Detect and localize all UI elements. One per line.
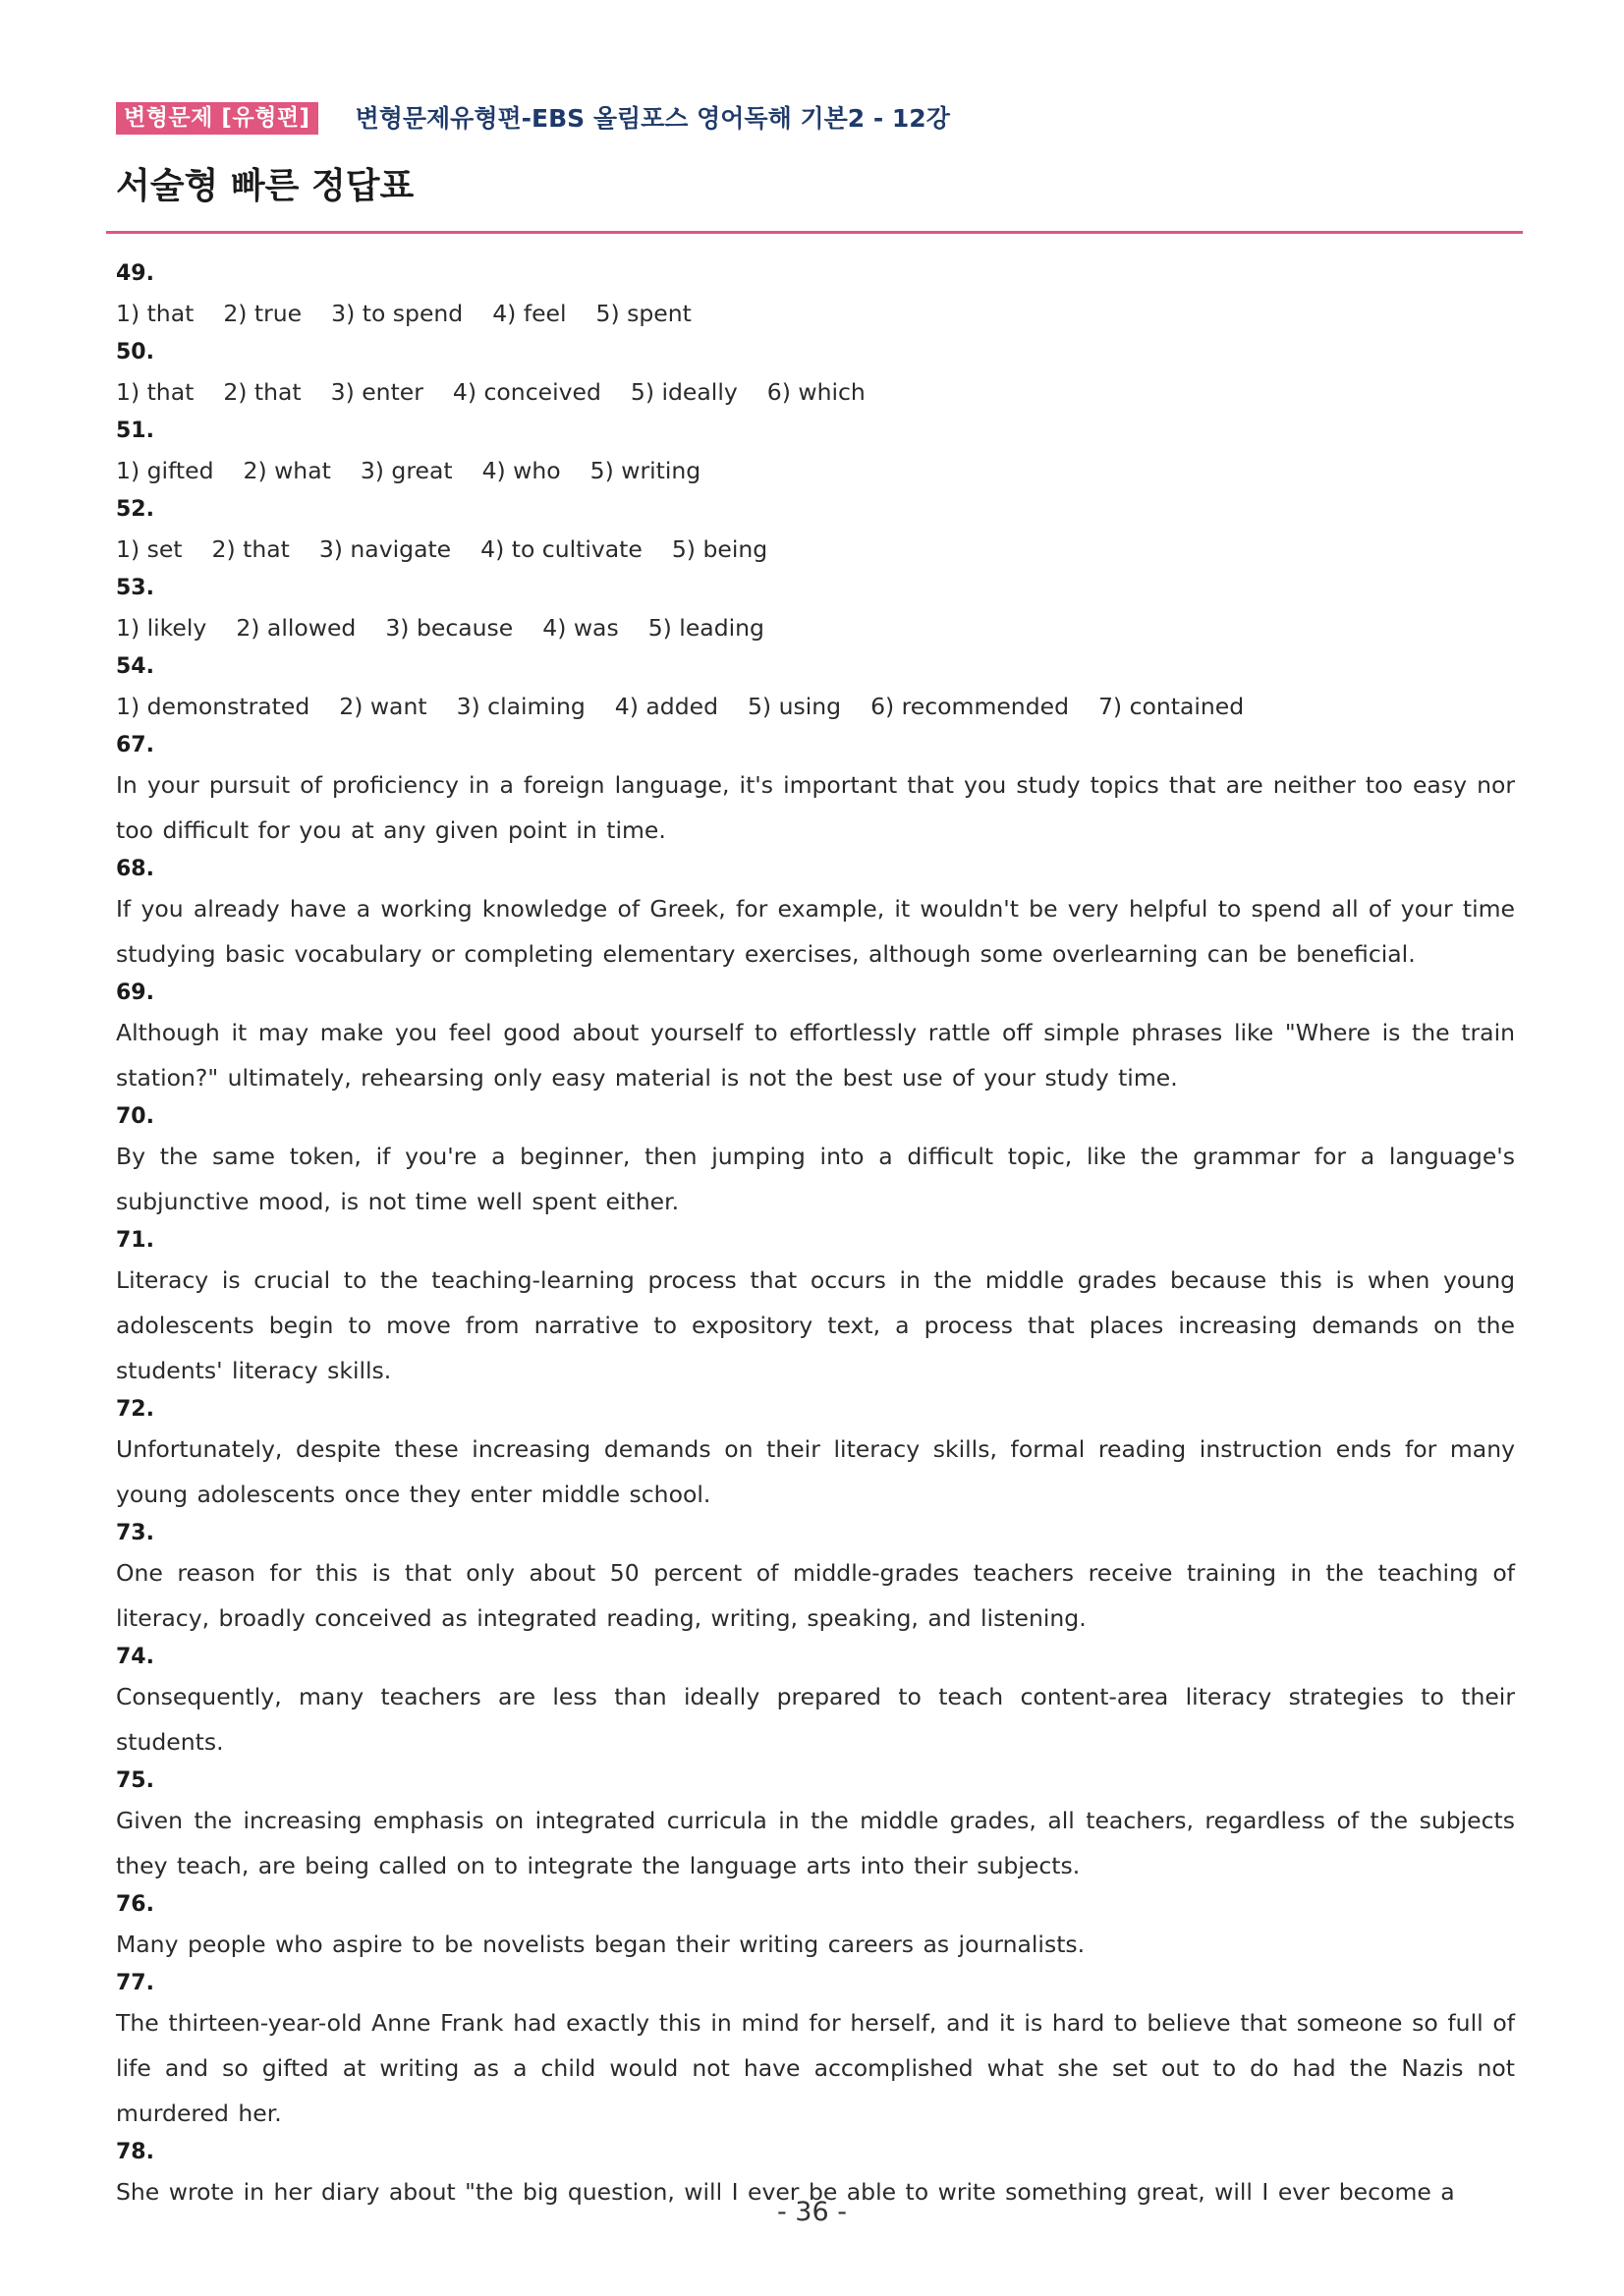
short-answer-list <box>116 257 1515 729</box>
answer-choice: 5) ideally <box>630 378 738 406</box>
sentence-item <box>116 1224 1515 1393</box>
sentence-item <box>116 853 1515 977</box>
question-number: 54. <box>116 654 154 679</box>
answer-choice: 1) demonstrated <box>116 693 310 720</box>
answer-choice: 3) enter <box>330 378 423 406</box>
question-number: 67. <box>116 733 154 757</box>
sentence-item <box>116 1100 1515 1224</box>
category-tag: 변형문제 [유형편] <box>116 102 318 135</box>
answer-choice: 3) navigate <box>318 535 452 563</box>
answer-choice: 3) great <box>360 457 453 484</box>
question-number: 74. <box>116 1645 154 1669</box>
page-header <box>116 102 950 135</box>
question-number: 68. <box>116 857 154 881</box>
answer-choice: 2) that <box>223 378 302 406</box>
answer-item <box>116 415 1515 493</box>
question-number: 73. <box>116 1521 154 1545</box>
answer-choice: 3) because <box>385 614 514 642</box>
answer-choice: 6) which <box>766 378 866 406</box>
title-divider <box>106 231 1523 234</box>
answer-key-content <box>116 257 1515 2214</box>
question-number: 51. <box>116 419 154 443</box>
answer-sentence: One reason for this is that only about 50 percent of middle-grades teachers receive training in the teaching of literacy, broadly conceived as integrated reading, writing, speaking, and listening. <box>116 1559 1515 1632</box>
sentence-item <box>116 1888 1515 1967</box>
answer-choice: 5) being <box>671 535 768 563</box>
answer-row <box>116 605 1515 650</box>
answer-row <box>116 527 1515 572</box>
answer-sentence: In your pursuit of proficiency in a foreign language, it's important that you study topics that are neither too easy nor too difficult for you at any given point in time. <box>116 771 1515 844</box>
answer-sentence: By the same token, if you're a beginner, then jumping into a difficult topic, like the grammar for a language's subjunctive mood, is not time well spent either. <box>116 1143 1515 1215</box>
document-subtitle: 변형문제유형편-EBS 올림포스 영어독해 기본2 - 12강 <box>355 103 950 133</box>
answer-choice: 5) leading <box>647 614 764 642</box>
question-number: 49. <box>116 261 154 286</box>
answer-choice: 4) feel <box>492 300 567 327</box>
answer-choice: 3) claiming <box>456 693 586 720</box>
page-number: - 36 - <box>776 2197 847 2227</box>
sentence-item <box>116 1764 1515 1888</box>
answer-sentence: Unfortunately, despite these increasing demands on their literacy skills, formal reading instruction ends for many young adolescents once they enter middle school. <box>116 1435 1515 1508</box>
question-number: 71. <box>116 1228 154 1253</box>
answer-row <box>116 448 1515 493</box>
answer-choice: 3) to spend <box>331 300 464 327</box>
answer-choice: 7) contained <box>1097 693 1245 720</box>
answer-choice: 1) that <box>116 300 195 327</box>
answer-choice: 2) true <box>223 300 303 327</box>
answer-sentence: Many people who aspire to be novelists began their writing careers as journalists. <box>116 1931 1086 1958</box>
answer-choice: 2) allowed <box>236 614 357 642</box>
answer-choice: 1) likely <box>116 614 207 642</box>
question-number: 69. <box>116 980 154 1005</box>
answer-choice: 4) added <box>614 693 718 720</box>
answer-choice: 4) conceived <box>452 378 601 406</box>
answer-choice: 4) to cultivate <box>480 535 643 563</box>
question-number: 50. <box>116 340 154 364</box>
answer-sentence: Although it may make you feel good about yourself to effortlessly rattle off simple phrases like "Where is the train station?" ultimately, rehearsing only easy material is not the best use of your study time. <box>116 1019 1515 1092</box>
question-number: 72. <box>116 1397 154 1422</box>
sentence-answer-list <box>116 729 1515 2214</box>
answer-item <box>116 650 1515 729</box>
answer-sentence: The thirteen-year-old Anne Frank had exactly this in mind for herself, and it is hard to believe that someone so full of life and so gifted at writing as a child would not have accomplished what she set out to do had the Nazis not murdered her. <box>116 2009 1515 2127</box>
answer-item <box>116 572 1515 650</box>
answer-sentence: She wrote in her diary about "the big question, will I ever be able to write something great, will I ever become a <box>116 2178 1455 2206</box>
sentence-item <box>116 1517 1515 1641</box>
answer-sentence: Given the increasing emphasis on integrated curricula in the middle grades, all teachers, regardless of the subjects they teach, are being called on to integrate the language arts into their subjects. <box>116 1807 1515 1879</box>
answer-choice: 6) recommended <box>870 693 1069 720</box>
answer-choice: 1) set <box>116 535 183 563</box>
answer-choice: 5) spent <box>595 300 692 327</box>
question-number: 70. <box>116 1104 154 1129</box>
answer-choice: 2) what <box>243 457 331 484</box>
answer-choice: 2) want <box>339 693 427 720</box>
answer-item <box>116 493 1515 572</box>
question-number: 52. <box>116 497 154 522</box>
page-title: 서술형 빠른 정답표 <box>116 166 415 206</box>
answer-row <box>116 291 1515 336</box>
answer-row <box>116 369 1515 415</box>
answer-choice: 2) that <box>211 535 290 563</box>
answer-item <box>116 336 1515 415</box>
answer-choice: 5) using <box>747 693 842 720</box>
answer-sentence: Consequently, many teachers are less than ideally prepared to teach content-area literacy strategies to their students. <box>116 1683 1515 1756</box>
sentence-item <box>116 729 1515 853</box>
answer-choice: 1) gifted <box>116 457 214 484</box>
sentence-item <box>116 1393 1515 1517</box>
sentence-item <box>116 1641 1515 1764</box>
answer-row <box>116 684 1515 729</box>
question-number: 53. <box>116 576 154 600</box>
question-number: 77. <box>116 1971 154 1995</box>
sentence-item <box>116 1967 1515 2136</box>
answer-choice: 4) was <box>542 614 619 642</box>
question-number: 78. <box>116 2140 154 2164</box>
answer-sentence: If you already have a working knowledge of Greek, for example, it wouldn't be very helpful to spend all of your time studying basic vocabulary or completing elementary exercises, although some overlearning can be beneficial. <box>116 895 1515 968</box>
question-number: 75. <box>116 1768 154 1793</box>
answer-choice: 5) writing <box>589 457 701 484</box>
sentence-item <box>116 977 1515 1100</box>
answer-choice: 1) that <box>116 378 195 406</box>
answer-item <box>116 257 1515 336</box>
question-number: 76. <box>116 1892 154 1917</box>
answer-sentence: Literacy is crucial to the teaching-learning process that occurs in the middle grades because this is when young adolescents begin to move from narrative to expository text, a process that places increasing demands on the students' literacy skills. <box>116 1266 1515 1384</box>
answer-choice: 4) who <box>481 457 561 484</box>
